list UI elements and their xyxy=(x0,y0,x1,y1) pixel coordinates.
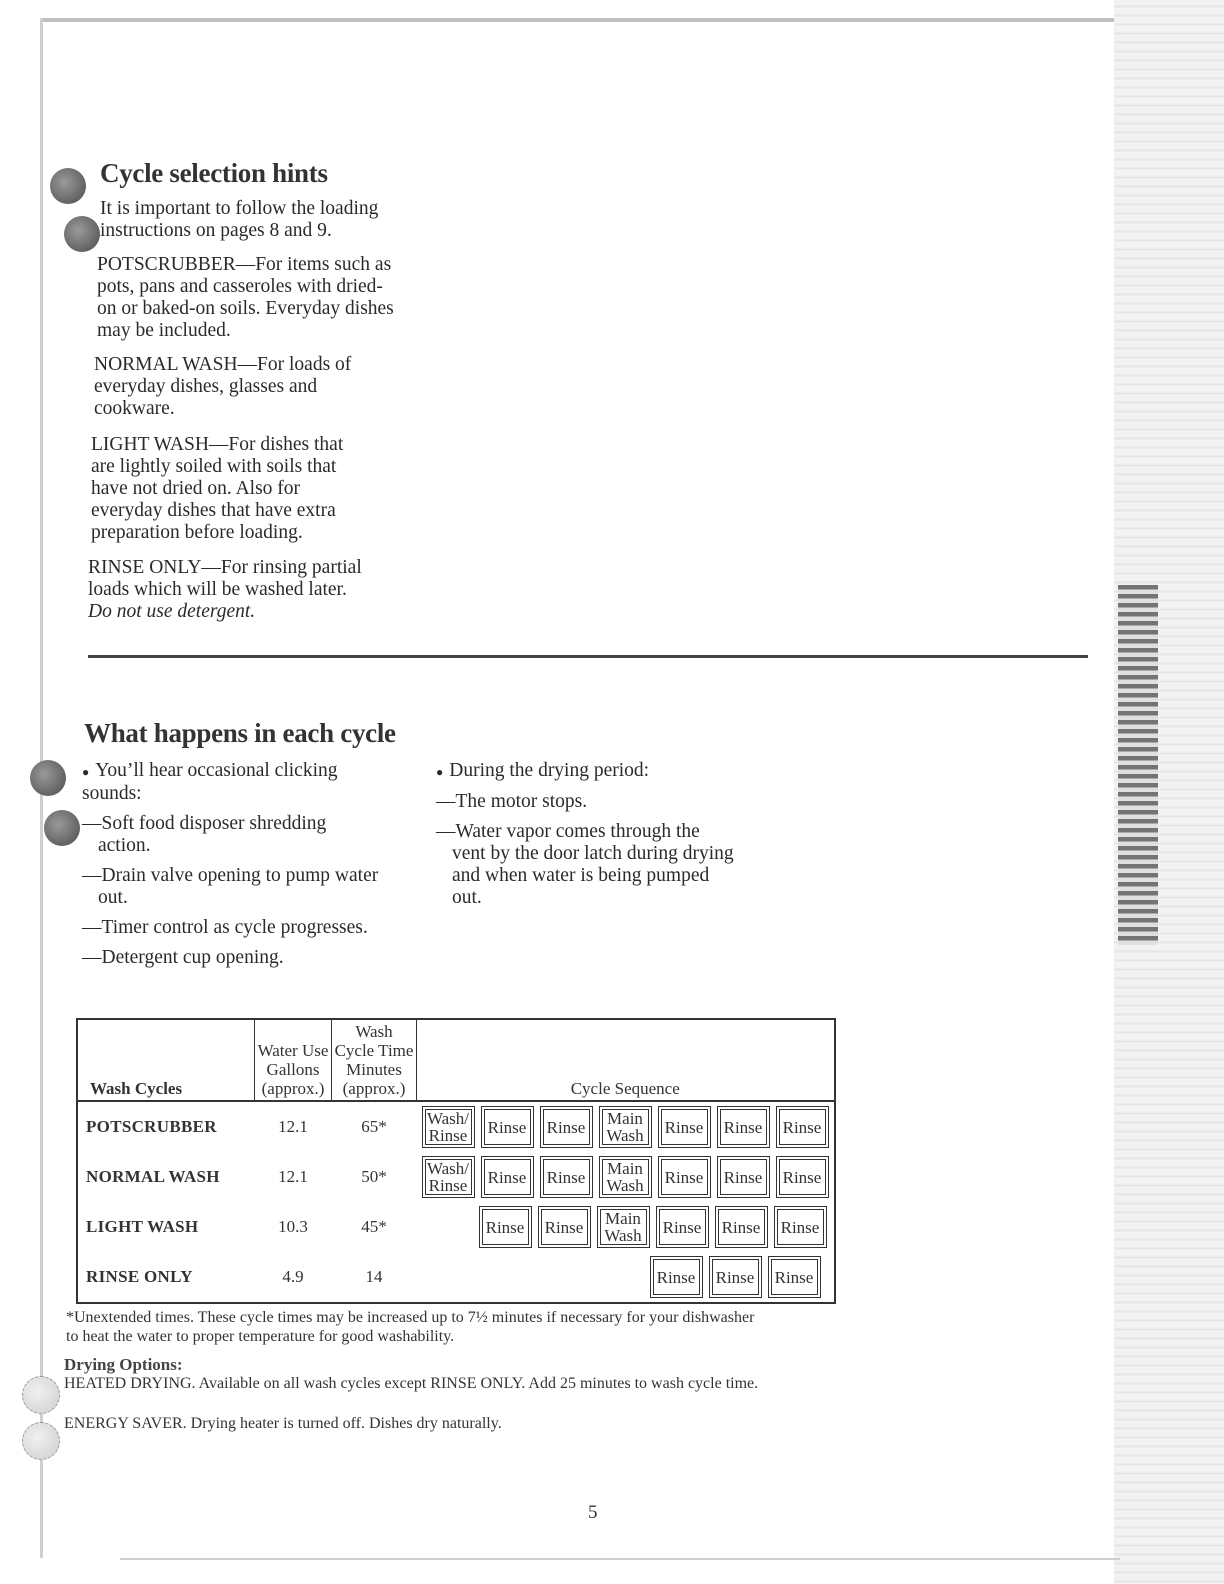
list-item: —The motor stops. xyxy=(436,791,588,812)
sequence-step: Rinse xyxy=(776,1156,829,1198)
cycle-name: POTSCRUBBER xyxy=(86,1117,217,1136)
cycle-name: NORMAL WASH xyxy=(86,1167,220,1186)
section-title-each-cycle: What happens in each cycle xyxy=(84,718,396,748)
table-row xyxy=(77,1252,835,1303)
cycle-sequence xyxy=(417,1202,835,1252)
cycle-sequence xyxy=(417,1101,835,1152)
header-cycle-sequence: Cycle Sequence xyxy=(417,1019,835,1101)
list-item: —Timer control as cycle progresses. xyxy=(82,917,368,938)
table-header-row xyxy=(77,1019,835,1101)
hints-intro: It is important to follow the loading instructions on pages 8 and 9. xyxy=(100,198,379,241)
header-wash-cycles: Wash Cycles xyxy=(77,1019,255,1101)
scan-edge-band xyxy=(1118,585,1158,945)
table-row xyxy=(77,1152,835,1202)
water-use: 12.1 xyxy=(278,1167,308,1186)
sequence-step: Rinse xyxy=(658,1156,711,1198)
bullet-icon: ● xyxy=(436,765,444,779)
list-item: —Detergent cup opening. xyxy=(82,947,284,968)
energy-saver-text: ENERGY SAVER. Drying heater is turned off. Dishes dry naturally. xyxy=(64,1415,502,1432)
sequence-step-empty xyxy=(479,1256,530,1296)
sequence-step: Rinse xyxy=(481,1156,534,1198)
binder-hole-icon xyxy=(50,168,86,204)
binder-hole-icon xyxy=(22,1422,60,1460)
hint-normal-wash: NORMAL WASH—For loads of everyday dishes, glasses and cookware. xyxy=(94,354,352,419)
sequence-step: Rinse xyxy=(650,1256,703,1298)
cycle-sequence xyxy=(417,1152,835,1202)
sequence-step: Rinse xyxy=(540,1106,593,1148)
sequence-step-empty xyxy=(422,1256,473,1296)
sequence-step: Main Wash xyxy=(599,1106,652,1148)
footnote: *Unextended times. These cycle times may be increased up to 7½ minutes if necessary for your dishwasher to heat the water to proper temperature for good washability. xyxy=(66,1309,755,1345)
page-bottom-border xyxy=(120,1558,1120,1560)
binder-hole-icon xyxy=(30,760,66,796)
sequence-step: Rinse xyxy=(658,1106,711,1148)
sequence-step: Rinse xyxy=(479,1206,532,1248)
sequence-step: Rinse xyxy=(540,1156,593,1198)
binder-hole-icon xyxy=(44,810,80,846)
cycle-sequence xyxy=(417,1252,835,1303)
clicking-sounds-list xyxy=(82,760,382,969)
sequence-step: Rinse xyxy=(538,1206,591,1248)
water-use: 4.9 xyxy=(282,1267,304,1286)
cycle-time: 65* xyxy=(361,1117,387,1136)
sequence-step: Rinse xyxy=(776,1106,829,1148)
hint-light-wash: LIGHT WASH—For dishes that are lightly soiled with soils that have not dried on. Also for everyday dishes that have extra preparation before loading. xyxy=(91,434,344,543)
sequence-step: Main Wash xyxy=(599,1156,652,1198)
sequence-step: Rinse xyxy=(774,1206,827,1248)
table-row xyxy=(77,1202,835,1252)
header-cycle-time: Wash Cycle Time Minutes (approx.) xyxy=(332,1019,417,1101)
sequence-step-empty xyxy=(536,1256,587,1296)
hint-potscrubber: POTSCRUBBER—For items such as pots, pans and casseroles with dried-on or baked-on soils. Everyday dishes may be included. xyxy=(97,254,394,341)
sequence-step: Wash/ Rinse xyxy=(422,1106,475,1148)
drying-period-heading: During the drying period: xyxy=(449,760,650,781)
hint-rinse-only-note: Do not use detergent. xyxy=(88,601,256,622)
section-divider xyxy=(88,655,1088,658)
table-row xyxy=(77,1101,835,1152)
hint-rinse-only xyxy=(88,557,388,623)
binder-hole-icon xyxy=(22,1376,60,1414)
bullet-icon: ● xyxy=(82,765,90,779)
clicking-sounds-heading: You’ll hear occasional clicking sounds: xyxy=(82,760,338,804)
cycle-table xyxy=(76,1018,836,1304)
sequence-step-empty xyxy=(593,1256,644,1296)
section-title-cycle-hints: Cycle selection hints xyxy=(100,158,328,188)
water-use: 10.3 xyxy=(278,1217,308,1236)
sequence-step-empty xyxy=(422,1206,473,1246)
drying-options-title: Drying Options: xyxy=(64,1355,183,1374)
sequence-step: Rinse xyxy=(709,1256,762,1298)
page-top-border xyxy=(40,18,1120,22)
sequence-step: Wash/ Rinse xyxy=(422,1156,475,1198)
cycle-time: 14 xyxy=(365,1267,383,1286)
hint-rinse-only-text: RINSE ONLY—For rinsing partial loads which will be washed later. xyxy=(88,557,362,600)
sequence-step: Rinse xyxy=(717,1156,770,1198)
cycle-name: RINSE ONLY xyxy=(86,1267,193,1286)
list-item: —Soft food disposer shredding action. xyxy=(82,813,327,856)
header-water-use: Water Use Gallons (approx.) xyxy=(255,1019,332,1101)
page-number: 5 xyxy=(588,1502,598,1523)
sequence-step: Rinse xyxy=(715,1206,768,1248)
drying-period-list xyxy=(436,760,736,909)
list-item: —Water vapor comes through the vent by the door latch during drying and when water is being pumped out. xyxy=(436,821,734,908)
heated-drying-text: HEATED DRYING. Available on all wash cycles except RINSE ONLY. Add 25 minutes to wash cycle time. xyxy=(64,1375,759,1392)
cycle-name: LIGHT WASH xyxy=(86,1217,199,1236)
water-use: 12.1 xyxy=(278,1117,308,1136)
scan-edge xyxy=(1114,0,1224,1584)
sequence-step: Rinse xyxy=(656,1206,709,1248)
sequence-step: Rinse xyxy=(481,1106,534,1148)
list-item: —Drain valve opening to pump water out. xyxy=(82,865,379,908)
cycle-time: 45* xyxy=(361,1217,387,1236)
sequence-step: Main Wash xyxy=(597,1206,650,1248)
sequence-step: Rinse xyxy=(717,1106,770,1148)
cycle-time: 50* xyxy=(361,1167,387,1186)
sequence-step: Rinse xyxy=(768,1256,821,1298)
binder-hole-icon xyxy=(64,216,100,252)
